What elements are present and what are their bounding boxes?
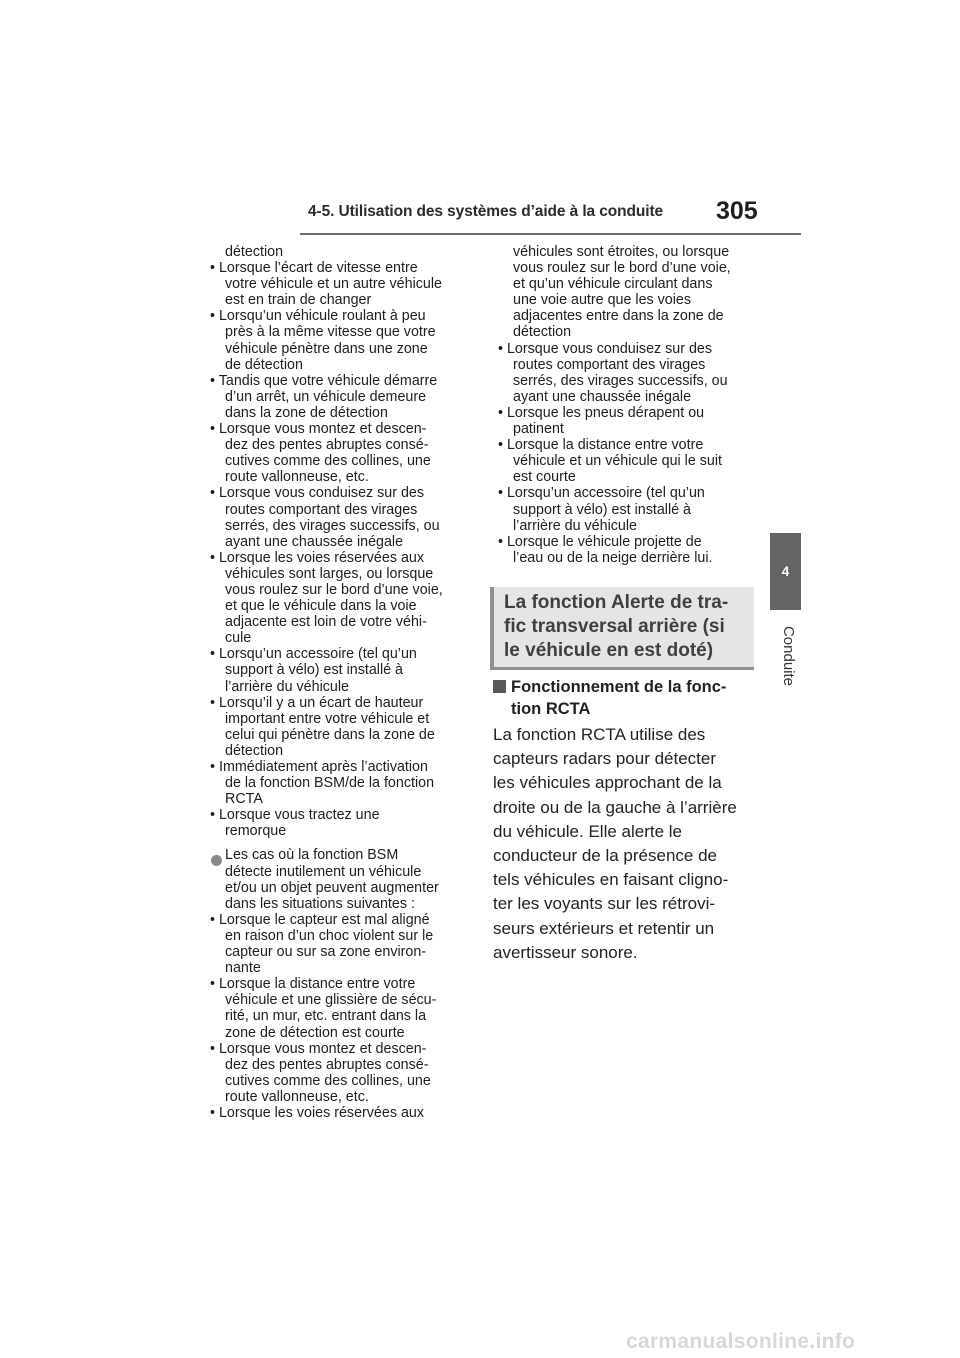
text-line: routes comportant des virages: [225, 501, 418, 518]
text-line: de la fonction BSM/de la fonction: [225, 775, 435, 792]
text-line: adjacente est loin de votre véhi-: [225, 614, 427, 631]
text-line: cule: [225, 630, 252, 647]
text-line: l’arrière du véhicule: [225, 678, 349, 695]
text-line: et qu’un véhicule circulant dans: [513, 276, 713, 293]
text-line: • Lorsqu’il y a un écart de hauteur: [210, 694, 424, 711]
text-line: près à la même vitesse que votre: [225, 324, 436, 341]
section-heading-line: le véhicule en est doté): [504, 640, 714, 661]
text-line: route vallonneuse, etc.: [225, 1088, 369, 1105]
text-line: • Lorsque vous montez et descen-: [210, 1040, 427, 1057]
text-line: • Tandis que votre véhicule démarre: [210, 372, 438, 389]
text-line: vous roulez sur le bord d’une voie,: [225, 581, 443, 598]
text-line: en raison d’un choc violent sur le: [225, 927, 434, 944]
text-line: ayant une chaussée inégale: [513, 388, 692, 405]
watermark: carmanualsonline.info: [626, 1330, 856, 1353]
body-line: droite ou de la gauche à l’arrière: [493, 797, 737, 817]
text-line: patinent: [513, 421, 564, 438]
text-line: de détection: [225, 356, 303, 373]
text-line: • Lorsqu’un véhicule roulant à peu: [210, 308, 426, 325]
text-line: • Lorsque les voies réservées aux: [210, 549, 425, 566]
text-line: ayant une chaussée inégale: [225, 533, 404, 550]
text-line: détection: [513, 324, 572, 341]
text-line: • Lorsque l’écart de vitesse entre: [210, 260, 418, 277]
text-line: serrés, des virages successifs, ou: [513, 372, 728, 389]
text-line: remorque: [225, 823, 287, 840]
body-line: La fonction RCTA utilise des: [493, 725, 706, 744]
text-line: cutives comme des collines, une: [225, 453, 431, 470]
text-line: • Lorsque le capteur est mal aligné: [210, 911, 430, 928]
text-line: véhicule et une glissière de sécu-: [225, 992, 437, 1009]
body-line: ter les voyants sur les rétrovi-: [493, 894, 716, 914]
text-line: rité, un mur, etc. entrant dans la: [225, 1008, 427, 1025]
text-line: détecte inutilement un véhicule: [225, 863, 422, 880]
text-line: l’eau ou de la neige derrière lui.: [513, 549, 713, 566]
text-line: dez des pentes abruptes consé-: [225, 1056, 429, 1073]
text-line: support à vélo) est installé à: [225, 662, 404, 679]
text-line: • Lorsque la distance entre votre: [498, 437, 704, 454]
body-line: avertisseur sonore.: [493, 942, 638, 962]
text-line: • Immédiatement après l’activation: [210, 759, 428, 775]
body-line: conducteur de la présence de: [493, 846, 717, 866]
text-line: celui qui pénètre dans la zone de: [225, 726, 435, 743]
text-line: dans les situations suivantes :: [225, 895, 415, 912]
subsection-heading-line: Fonctionnement de la fonc-: [511, 678, 727, 696]
text-line: détection: [225, 742, 284, 759]
body-line: seurs extérieurs et retentir un: [493, 918, 715, 938]
chapter-tab[interactable]: 4: [770, 533, 801, 610]
text-line: dez des pentes abruptes consé-: [225, 437, 429, 454]
chapter-label: Conduite: [780, 625, 797, 687]
subsection-heading-line: tion RCTA: [511, 700, 591, 718]
text-line: véhicules sont étroites, ou lorsque: [513, 244, 730, 260]
text-line: • Lorsqu’un accessoire (tel qu’un: [498, 485, 705, 502]
square-bullet-icon: [493, 680, 506, 693]
header-divider: [300, 233, 801, 235]
text-line: vous roulez sur le bord d’une voie,: [513, 260, 731, 277]
text-line: véhicule et un véhicule qui le suit: [513, 453, 723, 470]
text-line: • Lorsque les voies réservées aux: [210, 1104, 425, 1121]
text-line: véhicules sont larges, ou lorsque: [225, 565, 434, 582]
text-line: l’arrière du véhicule: [513, 517, 637, 534]
text-line: route vallonneuse, etc.: [225, 469, 369, 486]
text-line: capteur ou sur sa zone environ-: [225, 944, 427, 961]
text-line: zone de détection est courte: [225, 1024, 405, 1041]
text-line: • Lorsque le véhicule projette de: [498, 533, 702, 550]
text-line: • Lorsqu’un accessoire (tel qu’un: [210, 646, 417, 663]
text-line: détection: [225, 244, 284, 260]
text-line: dans la zone de détection: [225, 404, 388, 421]
text-line: support à vélo) est installé à: [513, 501, 692, 518]
text-line: et que le véhicule dans la voie: [225, 598, 417, 615]
body-line: les véhicules approchant de la: [493, 773, 722, 793]
section-header-title: 4-5. Utilisation des systèmes d’aide à la conduite: [308, 203, 664, 220]
text-line: nante: [225, 960, 261, 977]
section-heading-line: fic transversal arrière (si: [504, 616, 725, 637]
body-line: du véhicule. Elle alerte le: [493, 821, 683, 841]
text-line: • Lorsque vous conduisez sur des: [498, 340, 713, 357]
text-line: est courte: [513, 469, 576, 486]
section-heading-line: La fonction Alerte de tra-: [504, 592, 729, 613]
text-line: et/ou un objet peuvent augmenter: [225, 879, 439, 896]
text-line: est en train de changer: [225, 292, 372, 309]
text-line: votre véhicule et un autre véhicule: [225, 276, 442, 293]
text-line: cutives comme des collines, une: [225, 1072, 431, 1089]
circle-bullet-icon: [211, 855, 222, 866]
right-column-text: [493, 244, 755, 566]
text-line: routes comportant des virages: [513, 356, 706, 373]
text-line: Les cas où la fonction BSM: [225, 847, 399, 864]
text-line: d’un arrêt, un véhicule demeure: [225, 388, 427, 405]
body-paragraph: [493, 723, 755, 965]
text-line: • Lorsque les pneus dérapent ou: [498, 404, 705, 421]
text-line: RCTA: [225, 791, 263, 808]
text-line: • Lorsque la distance entre votre: [210, 976, 416, 993]
page-number: 305: [716, 197, 758, 225]
body-line: capteurs radars pour détecter: [493, 749, 717, 769]
text-line: véhicule pénètre dans une zone: [225, 340, 428, 357]
text-line: important entre votre véhicule et: [225, 710, 430, 727]
subsection-heading: [511, 676, 751, 720]
text-line: une voie autre que les voies: [513, 292, 692, 309]
left-column-text: [205, 244, 467, 1121]
text-line: adjacentes entre dans la zone de: [513, 308, 724, 325]
text-line: • Lorsque vous montez et descen-: [210, 421, 427, 438]
text-line: • Lorsque vous conduisez sur des: [210, 485, 425, 502]
text-line: • Lorsque vous tractez une: [210, 807, 380, 824]
section-heading: [504, 591, 744, 663]
text-line: serrés, des virages successifs, ou: [225, 517, 440, 534]
body-line: tels véhicules en faisant cligno-: [493, 870, 729, 890]
